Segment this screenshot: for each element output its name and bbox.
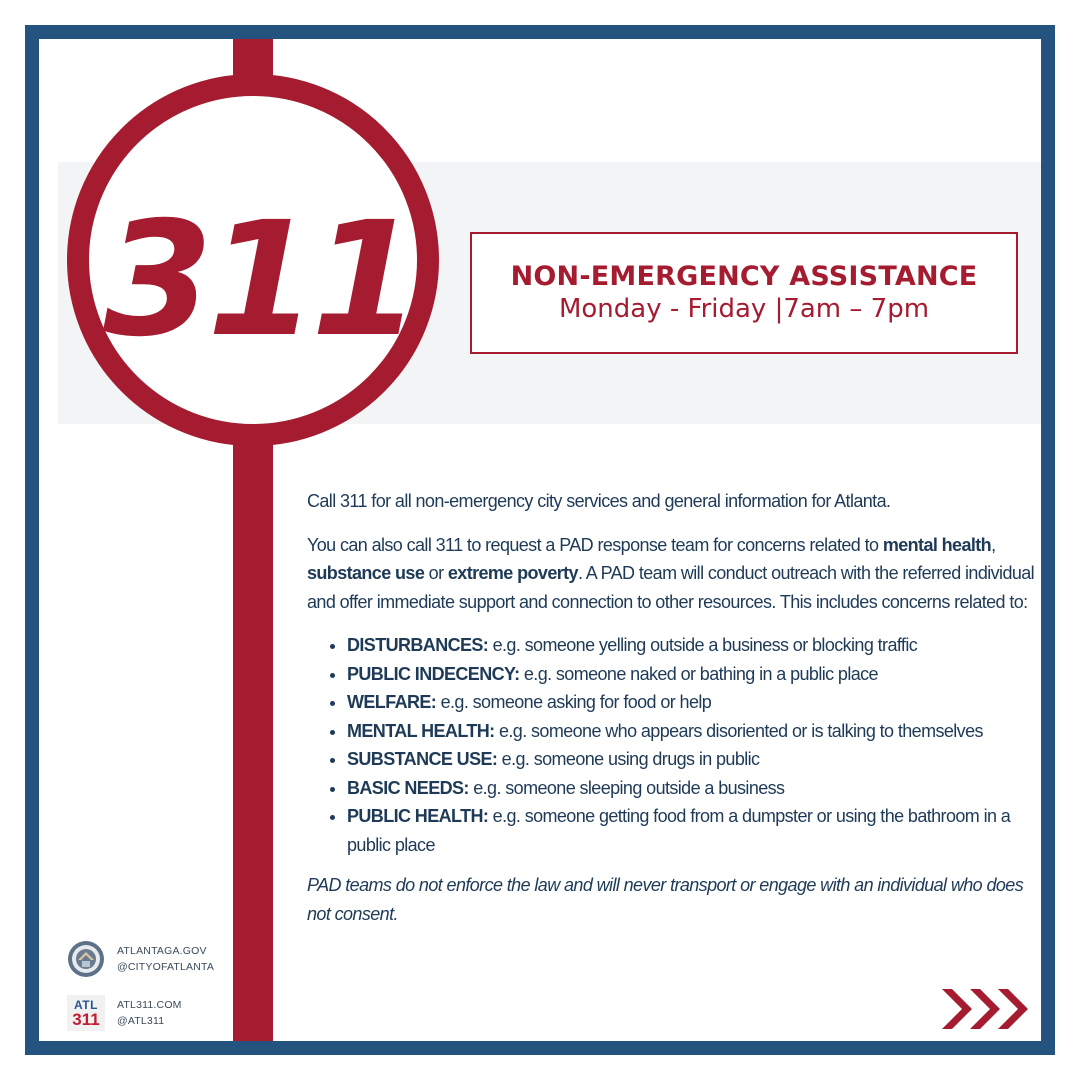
city-handle[interactable]: @CITYOFATLANTA xyxy=(117,961,215,973)
concern-label: WELFARE: xyxy=(347,692,437,712)
concern-label: MENTAL HEALTH: xyxy=(347,720,495,741)
intro-paragraph: Call 311 for all non-emergency city services and general information for Atlanta. xyxy=(307,491,891,511)
city-of-atlanta-seal-icon xyxy=(67,940,105,978)
hours-title: NON-EMERGENCY ASSISTANCE xyxy=(510,261,978,292)
concern-text: e.g. someone naked or bathing in a public place xyxy=(519,663,878,684)
post-frame xyxy=(25,25,1055,1055)
atl311-logo-top: ATL xyxy=(74,998,98,1012)
concern-item-welfare xyxy=(347,688,1037,717)
concern-text: e.g. someone using drugs in public xyxy=(497,749,760,769)
atl311-brand xyxy=(67,995,227,1035)
concern-item-substance-use xyxy=(347,745,1037,774)
concern-label: DISTURBANCES: xyxy=(347,635,489,655)
sign-post-bottom xyxy=(233,429,273,1041)
pad-paragraph xyxy=(307,531,1037,617)
info-body xyxy=(307,487,1037,943)
atl311-logo xyxy=(67,995,105,1031)
hours-box xyxy=(470,232,1018,354)
pad-paragraph-prefix: You can also call 311 to request a PAD response team for concerns related to xyxy=(307,534,883,555)
term-substance-use: substance use xyxy=(307,563,425,583)
concerns-list xyxy=(307,631,1037,859)
or-separator: or xyxy=(424,563,448,583)
hours-schedule: Monday - Friday |7am – 7pm xyxy=(558,294,930,324)
comma-separator: , xyxy=(991,534,996,555)
concern-item-mental-health xyxy=(347,717,1037,746)
concern-text: e.g. someone who appears disoriented or is talking to themselves xyxy=(494,720,983,741)
city-brand xyxy=(67,940,227,980)
triple-chevron-right-icon xyxy=(940,985,1032,1037)
concern-label: BASIC NEEDS: xyxy=(347,777,469,798)
atl311-logo-bottom: 311 xyxy=(72,1010,100,1029)
concern-item-public-indecency xyxy=(347,660,1037,689)
term-mental-health: mental health xyxy=(882,534,992,555)
sign-number: 311 xyxy=(103,188,415,372)
concern-text: e.g. someone asking for food or help xyxy=(436,692,712,712)
concern-text: e.g. someone yelling outside a business or blocking traffic xyxy=(488,635,918,655)
concern-text: e.g. someone sleeping outside a business xyxy=(468,777,785,798)
concern-label: SUBSTANCE USE: xyxy=(347,749,498,769)
term-extreme-poverty: extreme poverty xyxy=(447,563,578,583)
concern-item-public-health xyxy=(347,802,1037,859)
concern-text: e.g. someone getting food from a dumpster or using the bathroom in a public place xyxy=(347,806,1011,855)
concern-item-disturbances xyxy=(347,631,1037,660)
atl311-handle[interactable]: @ATL311 xyxy=(117,1015,165,1027)
disclaimer-note: PAD teams do not enforce the law and will never transport or engage with an individual who does not consent. xyxy=(307,875,1024,924)
concern-label: PUBLIC INDECENCY: xyxy=(347,663,520,684)
concern-label: PUBLIC HEALTH: xyxy=(347,806,489,826)
atl311-website[interactable]: ATL311.COM xyxy=(117,999,182,1011)
city-website[interactable]: ATLANTAGA.GOV xyxy=(117,945,207,957)
concern-item-basic-needs xyxy=(347,774,1037,803)
pad-paragraph-suffix: . A PAD team will conduct outreach with the referred individual and offer immediate support and connection to other resources. This includes concerns related to: xyxy=(307,563,1035,612)
